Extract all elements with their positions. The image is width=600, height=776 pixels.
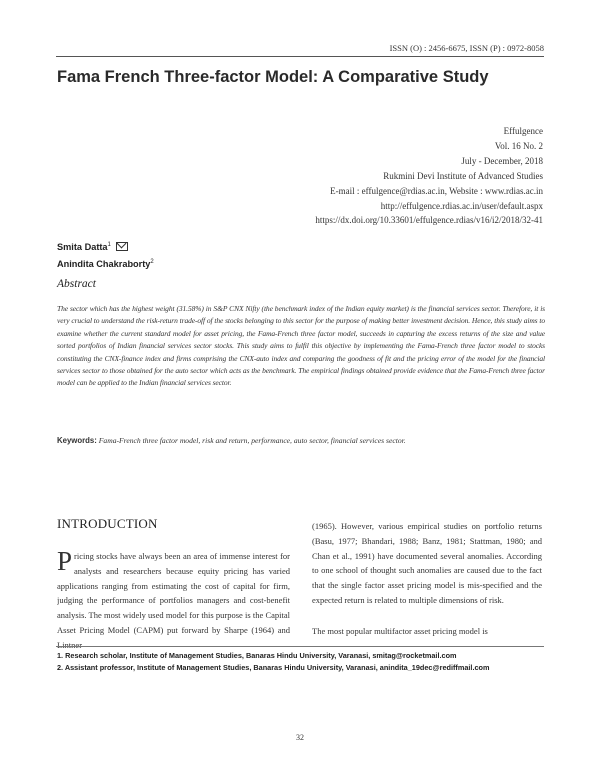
footnote-rule [56,646,544,647]
journal-period: July - December, 2018 [461,155,543,166]
keywords [57,436,545,445]
intro-column-1 [57,549,290,653]
author-2-sup: 2 [150,259,154,266]
abstract-text: The sector which has the highest weight (31.58%) in S&P CNX Nifty (the benchmark index of the Indian equity market) is the financial services sector. Therefore, it is very crucial to understand the risk-return trade-off of the stocks belonging to this sector for the purpose of making better investment decision. Hence, this study aims to examine whether the current standard model for asset pricing, the Fama-French three factor model, succeeds in capturing the excess returns of the size and value sorted portfolios of Indian financial services sector stocks. This study aims to fulfil this objective by implementing the Fama-French three factor model to stocks constituting the CNX-finance index and firms comprising the CNX-auto index and comparing the goodness of fit and the pricing error of the model for the financial services sector to those obtained for the auto sector which acts as the benchmark. The empirical findings obtained provide evidence that the Fama-French three factor model can be applied to the Indian financial services sector. [57,304,545,388]
journal-contact[interactable]: E-mail : effulgence@rdias.ac.in, Website : www.rdias.ac.in [330,185,543,196]
issn-header: ISSN (O) : 2456-6675, ISSN (P) : 0972-8058 [389,43,544,53]
footnote-1: 1. Research scholar, Institute of Management Studies, Banaras Hindu University, Varanasi, smitag@rocketmail.com [57,651,457,660]
journal-volume: Vol. 16 No. 2 [494,140,543,151]
author-1-name: Smita Datta [57,242,108,253]
keywords-label: Keywords: [57,436,97,445]
footnote-2: 2. Assistant professor, Institute of Management Studies, Banaras Hindu University, Varanasi, anindita_19dec@rediffmail.com [57,662,490,672]
page-number: 32 [296,733,304,742]
intro-column-2 [312,519,542,639]
intro-col2-paragraph-2: The most popular multifactor asset pricing model is [312,625,488,636]
intro-col1-text: ricing stocks have always been an area of immense interest for analysts and researchers because equity pricing has varied applications ranging from estimating the cost of capital for firm, judging the performance of portfolios managers and cost-benefit analysis. The most widely used model for this purpose is the Capital Asset Pricing Model (CAPM) put forward by Sharpe (1964) and Lintner [57,551,290,650]
abstract-heading: Abstract [57,278,96,290]
journal-name: Effulgence [503,126,543,136]
journal-info [315,124,543,228]
journal-institute: Rukmini Devi Institute of Advanced Studies [383,170,543,181]
drop-cap: P [57,549,73,576]
paper-title: Fama French Three-factor Model: A Comparative Study [57,68,489,86]
author-1 [57,238,154,255]
envelope-icon[interactable] [116,242,128,251]
author-list [57,238,154,272]
keywords-text: Fama-French three factor model, risk and return, performance, auto sector, financial services sector. [96,436,406,445]
header-rule [56,56,544,57]
author-2 [57,255,154,272]
intro-col2-paragraph-1: (1965). However, various empirical studies on portfolio returns (Basu, 1977; Bhandari, 1988; Banz, 1981; Stattman, 1980; and Chan et al., 1991) have documented several anomalies. According to one school of thought such anomalies are caused due to the fact that the single factor asset pricing model is mis-specified and the expected return is related to multiple dimensions of risk. [312,521,542,605]
footnotes [57,650,545,674]
journal-url[interactable]: http://effulgence.rdias.ac.in/user/default.aspx [380,200,543,211]
author-2-name: Anindita Chakraborty [57,259,151,270]
author-1-sup: 1 [107,242,111,248]
introduction-heading: INTRODUCTION [57,516,158,531]
journal-doi[interactable]: https://dx.doi.org/10.33601/effulgence.rdias/v16/i2/2018/32-41 [315,215,543,226]
